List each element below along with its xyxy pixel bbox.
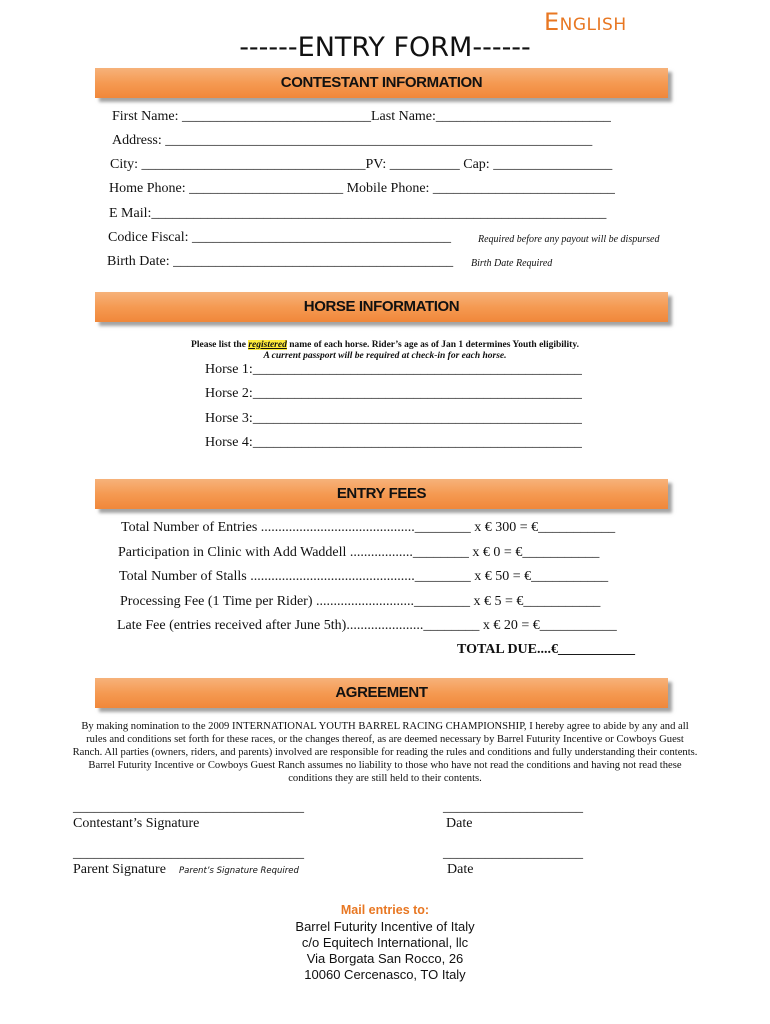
phone-field-line[interactable]: Home Phone: ______________________ Mobile Phone: __________________________ — [109, 181, 615, 196]
fee-row-clinic[interactable]: Participation in Clinic with Add Waddell ..................________ x € 0 = €___________ — [118, 545, 600, 560]
horse-2-field-line[interactable]: Horse 2:_______________________________________________ — [205, 386, 582, 401]
contestant-section-header: CONTESTANT INFORMATION — [95, 68, 668, 98]
agreement-text: By making nomination to the 2009 INTERNATIONAL YOUTH BARREL RACING CHAMPIONSHIP, I hereby agree to abide by any and all rules and conditions set forth for these races, or the changes thereof, as are deemed necessary by Barrel Futurity Incentive or Cowboys Guest Ranch. All parties (owners, riders, and parents) involved are responsible for reading the rules and conditions and fully understanding their contents. Barrel Futurity Incentive or Cowboys Guest Ranch assumes no liability to those who have not read the conditions and having not read these conditions they are still held to their contents. — [72, 721, 698, 784]
horse-section-header: HORSE INFORMATION — [95, 292, 668, 322]
parent-signature-label: Parent Signature — [73, 862, 166, 877]
contestant-date-line[interactable]: ____________________ — [443, 800, 583, 815]
parent-signature-note: Parent’s Signature Required — [179, 866, 299, 876]
fee-row-late[interactable]: Late Fee (entries received after June 5th)......................________ x € 20 = €___________ — [117, 618, 617, 633]
horse-3-field-line[interactable]: Horse 3:_______________________________________________ — [205, 411, 582, 426]
parent-date-line[interactable]: ____________________ — [443, 846, 583, 861]
language-label[interactable]: English — [544, 8, 627, 36]
contestant-date-label: Date — [446, 816, 473, 831]
mail-address-line-4: 10060 Cercenasco, TO Italy — [304, 967, 466, 982]
fee-row-entries[interactable]: Total Number of Entries ............................................________ x € 300 = €___________ — [121, 520, 616, 535]
parent-signature-line[interactable]: _________________________________ — [73, 846, 304, 861]
horse-instructions-part2: name of each horse. Rider’s age as of Jan 1 determines Youth eligibility. — [286, 340, 579, 350]
address-field-line[interactable]: Address: _____________________________________________________________ — [112, 133, 593, 148]
registered-highlight: registered — [248, 340, 287, 350]
mail-address-line-1: Barrel Futurity Incentive of Italy — [295, 919, 475, 934]
fee-row-processing[interactable]: Processing Fee (1 Time per Rider) ............................________ x € 5 = €___________ — [120, 594, 601, 609]
fee-row-stalls[interactable]: Total Number of Stalls ...............................................________ x € 50 = €___________ — [119, 569, 609, 584]
city-field-line[interactable]: City: ________________________________PV: __________ Cap: _________________ — [110, 157, 613, 172]
passport-note: A current passport will be required at check-in for each horse. — [263, 351, 507, 361]
agreement-section-header: AGREEMENT — [95, 678, 668, 708]
horse-instructions — [0, 340, 770, 350]
horse-instructions-part1: Please list the — [191, 340, 249, 350]
total-due[interactable]: TOTAL DUE....€___________ — [457, 642, 636, 657]
name-field-line[interactable]: First Name: ___________________________Last Name:_________________________ — [112, 109, 611, 124]
form-title: ------ENTRY FORM------ — [239, 32, 531, 63]
fees-section-header: ENTRY FEES — [95, 479, 668, 509]
codice-fiscal-field-line[interactable]: Codice Fiscal: _____________________________________ — [108, 230, 451, 245]
birth-date-note: Birth Date Required — [471, 258, 553, 269]
mail-address-line-2: c/o Equitech International, llc — [301, 935, 469, 950]
parent-date-label: Date — [447, 862, 474, 877]
mail-address-line-3: Via Borgata San Rocco, 26 — [306, 951, 464, 966]
mail-entries-title: Mail entries to: — [340, 903, 430, 917]
contestant-signature-label: Contestant’s Signature — [73, 816, 200, 831]
contestant-signature-line[interactable]: _________________________________ — [73, 800, 304, 815]
codice-fiscal-note: Required before any payout will be dispursed — [478, 234, 660, 245]
horse-4-field-line[interactable]: Horse 4:_______________________________________________ — [205, 435, 582, 450]
email-field-line[interactable]: E Mail:_________________________________________________________________ — [109, 206, 607, 221]
birth-date-field-line[interactable]: Birth Date: ________________________________________ — [107, 254, 454, 269]
horse-1-field-line[interactable]: Horse 1:_______________________________________________ — [205, 362, 582, 377]
